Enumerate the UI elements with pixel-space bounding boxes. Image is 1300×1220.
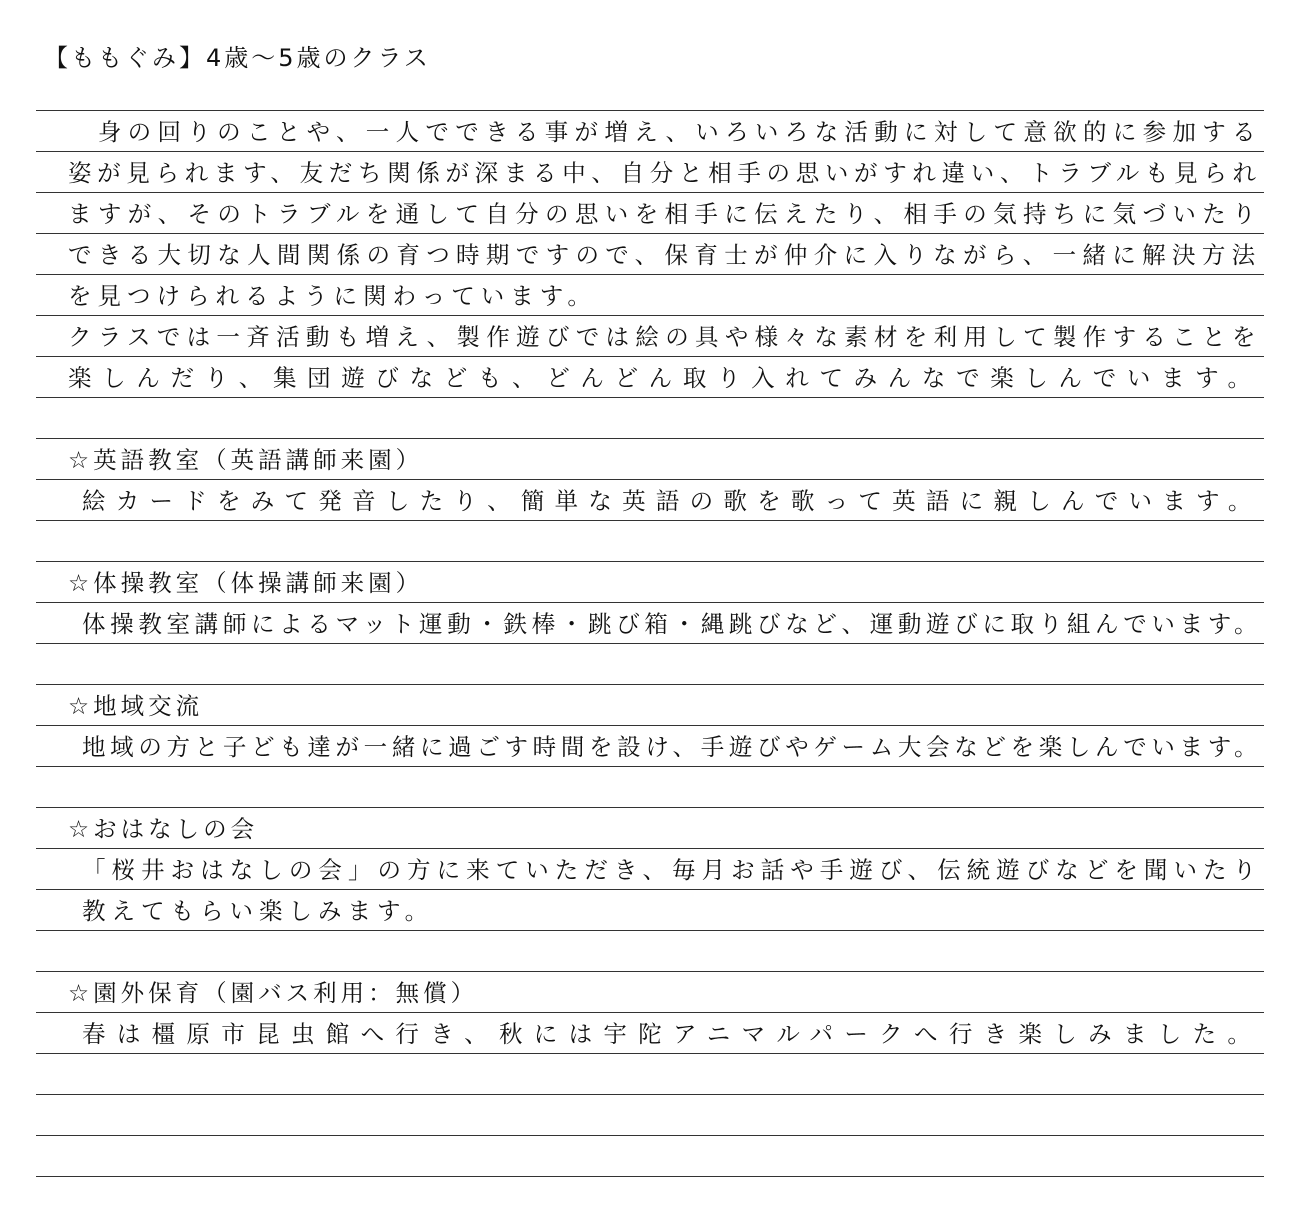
text-line: 春は橿原市昆虫館へ行き、秋には宇陀アニマルパークへ行き楽しみました。 bbox=[82, 1020, 1263, 1048]
ruled-line bbox=[36, 151, 1264, 152]
section-heading: ☆英語教室（英語講師来園） bbox=[68, 446, 424, 474]
ruled-line bbox=[36, 725, 1264, 726]
text-line: 身の回りのことや、一人でできる事が増え、いろいろな活動に対して意欲的に参加する bbox=[68, 118, 1262, 146]
ruled-line bbox=[36, 1135, 1264, 1136]
ruled-line bbox=[36, 110, 1264, 111]
ruled-line bbox=[36, 1094, 1264, 1095]
text-line: できる大切な人間関係の育つ時期ですので、保育士が仲介に入りながら、一緒に解決方法 bbox=[68, 241, 1262, 269]
ruled-line bbox=[36, 766, 1264, 767]
ruled-line bbox=[36, 930, 1264, 931]
ruled-line bbox=[36, 602, 1264, 603]
text-line: 姿が見られます、友だち関係が深まる中、自分と相手の思いがすれ違い、トラブルも見られ bbox=[68, 159, 1262, 187]
ruled-line bbox=[36, 233, 1264, 234]
ruled-line bbox=[36, 192, 1264, 193]
section-heading: ☆地域交流 bbox=[68, 692, 204, 720]
text-line: クラスでは一斉活動も増え、製作遊びでは絵の具や様々な素材を利用して製作することを bbox=[68, 323, 1262, 351]
section-heading: ☆おはなしの会 bbox=[68, 815, 259, 843]
ruled-line bbox=[36, 274, 1264, 275]
ruled-line bbox=[36, 684, 1264, 685]
ruled-line bbox=[36, 561, 1264, 562]
ruled-line bbox=[36, 1012, 1264, 1013]
ruled-line bbox=[36, 315, 1264, 316]
ruled-line bbox=[36, 889, 1264, 890]
ruled-line bbox=[36, 479, 1264, 480]
ruled-line bbox=[36, 397, 1264, 398]
text-line: を見つけられるように関わっています。 bbox=[68, 282, 597, 310]
text-line: 楽しんだり、集団遊びなども、どんどん取り入れてみんなで楽しんでいます。 bbox=[68, 364, 1262, 392]
text-line: ますが、そのトラブルを通して自分の思いを相手に伝えたり、相手の気持ちに気づいたり bbox=[68, 200, 1263, 228]
text-line: 地域の方と子ども達が一緒に過ごす時間を設け、手遊びやゲーム大会などを楽しんでいます。 bbox=[82, 733, 1263, 761]
ruled-line bbox=[36, 438, 1264, 439]
ruled-line bbox=[36, 1176, 1264, 1177]
text-line: 「桜井おはなしの会」の方に来ていただき、毎月お話や手遊び、伝統遊びなどを聞いたり bbox=[82, 856, 1263, 884]
section-heading: ☆園外保育（園バス利用：無償） bbox=[68, 979, 479, 1007]
ruled-line bbox=[36, 848, 1264, 849]
ruled-line bbox=[36, 807, 1264, 808]
ruled-line bbox=[36, 643, 1264, 644]
section-heading: ☆体操教室（体操講師来園） bbox=[68, 569, 424, 597]
ruled-line bbox=[36, 971, 1264, 972]
ruled-line bbox=[36, 356, 1264, 357]
text-line: 教えてもらい楽しみます。 bbox=[82, 897, 435, 925]
text-line: 絵カードをみて発音したり、簡単な英語の歌を歌って英語に親しんでいます。 bbox=[82, 487, 1262, 515]
ruled-line bbox=[36, 520, 1264, 521]
ruled-line bbox=[36, 1053, 1264, 1054]
text-line: 体操教室講師によるマット運動・鉄棒・跳び箱・縄跳びなど、運動遊びに取り組んでいます。 bbox=[82, 610, 1263, 638]
page-title: 【ももぐみ】4歳～5歳のクラス bbox=[44, 44, 431, 72]
